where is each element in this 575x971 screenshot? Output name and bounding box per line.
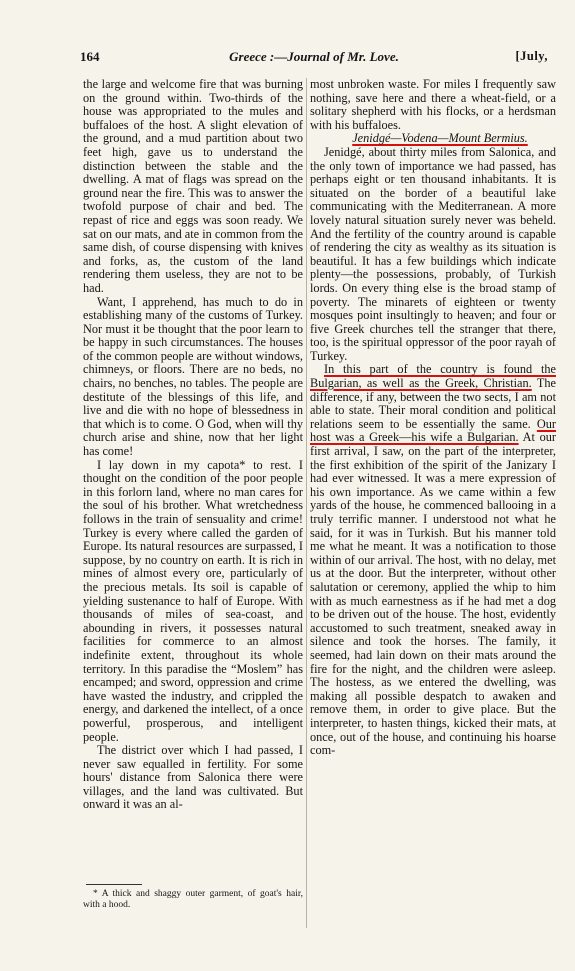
paragraph-text: At our first arrival, I saw, on the part of the interpreter, the first exhibition of the spirit of the Janizary I had ever witnessed. It was a mere expression of his own importance. As we came within a few yards of the house, he commenced ballooing in a truly terrific manner. I understood not what he said, for it was in Turkish. But his manner told me what he meant. It was a notification to those within of our arrival. The host, with no delay, met us at the door. But the interpreter, without other salutation or ceremony, applied the whip to him with as much earnestness as if he had met a dog to be driven out of the house. The host, evidently accustomed to such treatment, sneaked away in silence and took the horses. The family, it seemed, had lain down on their mats around the fire for the night, and the children were asleep. The hostess, as we entered the dwelling, was making all possible despatch to awaken and remove them, in order to give place. But the interpreter, to hasten things, kicked their mats, at once, out of the house, and continuing his hoarse com- xyxy=(310,430,556,758)
page-number: 164 xyxy=(80,49,100,64)
running-month: [July, xyxy=(515,49,548,63)
highlighted-text: Our host was a Greek—his wife a Bulgarian. xyxy=(310,416,556,445)
highlighted-text: In this part of the country is found the Bulgarian, as well as the Greek, Christian. xyxy=(310,362,556,391)
paragraph: the large and welcome fire that was burning on the ground within. Two-thirds of the house was appropriated to the mules and buffaloes of the host. A slight elevation of the ground, and a mud partition about two feet high, gave us to understand the distinction between the stable and the dwelling. A mat of flags was spread on the ground near the fire. This was to answer the twofold purpose of chair and bed. The repast of rice and eggs was soon ready. We sat on our mats, and ate in common from the same dish, of course dispensing with knives and forks, as, the custom of the land rendering them useless, they are not to be had. xyxy=(83,77,303,295)
paragraph xyxy=(310,363,556,757)
paragraph: I lay down in my capota* to rest. I thought on the condition of the poor people in this forlorn land, where no man cares for the soul of his brother. What wretchedness follows in the train of sensuality and crime! Turkey is every where called the garden of Europe. Its natural resources are surpassed, I suppose, by no country on earth. It is rich in mines of almost every ore, particularly of the precious metals. Its soil is capable of yielding sustenance to half of Europe. With thousands of miles of sea-coast, and abounding in rivers, it possesses natural facilities for commerce to an almost indefinite extent, throughout its whole territory. In this paradise the “Moslem” has encamped; and sword, oppression and crime have wasted the industry, and crippled the energy, and darkened the intellect, of a once powerful, prosperous, and intelligent people. xyxy=(83,457,303,744)
paragraph: most unbroken waste. For miles I frequently saw nothing, save here and there a wheat-field, or a solitary shepherd with his flocks, or a herdsman with his buffaloes. xyxy=(310,77,556,132)
running-header xyxy=(80,49,548,67)
right-column xyxy=(310,78,556,758)
paragraph: Jenidgé, about thirty miles from Salonica, and the only town of importance we had passed, has perhaps eight or ten thousand inhabitants. It is situated on the border of a beautiful lake communicating with the Mediterranean. A more lovely natural situation surely never was beheld. And the fertility of the country around is capable of rendering the city as wealthy as its situation is beautiful. It has a few buildings which indicate plenty—the possessions, probably, of Turkish lords. On every thing else is the broad stamp of poverty. The minarets of eighteen or twenty mosques point insultingly to heaven; and four or five Greek churches tell the stranger that there, too, is the spiritual oppressor of the poor rayah of Turkey. xyxy=(310,144,556,363)
paragraph-text: The difference, if any, between the two sects, I am not able to state. Their moral condition and political relations seem to be essentially the same. xyxy=(310,376,556,431)
paragraph: The district over which I had passed, I never saw equalled in fertility. For some hours' distance from Salonica there were villages, and the land was cultivated. But onward it was an al- xyxy=(83,743,303,812)
left-column xyxy=(83,78,303,812)
subheading-text: Jenidgé—Vodena—Mount Bermius. xyxy=(352,131,528,146)
paragraph: Want, I apprehend, has much to do in establishing many of the customs of Turkey. Nor must it be thought that the poor learn to be happy in such circumstances. The houses of the common people are without windows, chimneys, or floors. There are no beds, no chairs, no benches, no tables. The people are destitute of the blessings of this life, and live and die with no hope of blessedness in that which is to come. O God, when will thy church arise and shine, now that her light has come! xyxy=(83,294,303,459)
section-subheading xyxy=(310,132,556,146)
running-title: Greece :—Journal of Mr. Love. xyxy=(229,49,399,64)
column-divider xyxy=(306,78,307,928)
footnote: * A thick and shaggy outer garment, of goat's hair, with a hood. xyxy=(83,889,303,910)
footnote-rule xyxy=(86,884,142,885)
